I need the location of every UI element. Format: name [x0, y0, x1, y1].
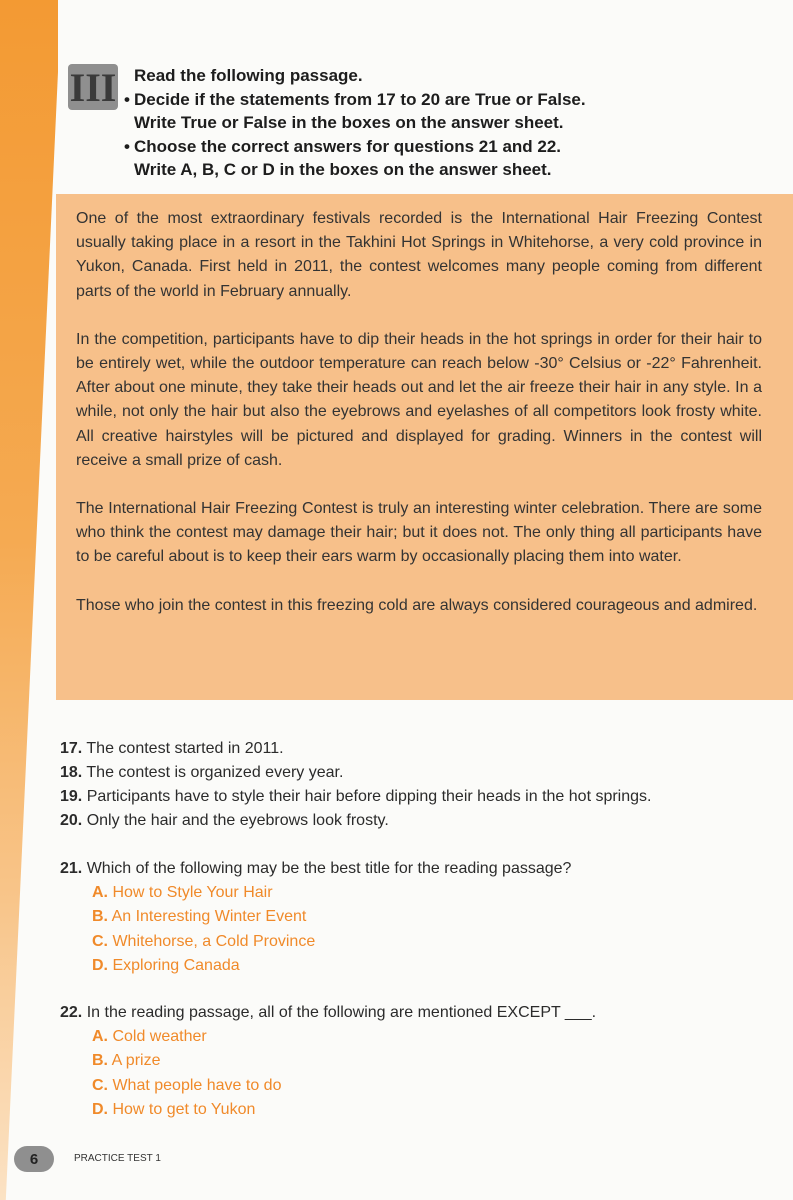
question-22 [60, 1001, 760, 1122]
answer-option: A. How to Style Your Hair [92, 884, 273, 901]
answer-option: B. A prize [92, 1052, 161, 1070]
statement-item: 19. Participants have to style their hair before dipping their heads in the hot springs. [60, 788, 652, 805]
passage-paragraph: The International Hair Freezing Contest is truly an interesting winter celebration. There are some who think the contest may damage their hair; but it does not. The only thing all participants have to be careful about is to keep their ears warm by occasionally placing them into water. [76, 500, 762, 566]
question-stem: 21. Which of the following may be the best title for the reading passage? [60, 860, 572, 877]
passage-paragraph: One of the most extraordinary festivals recorded is the International Hair Freezing Contest usually taking place in a resort in the Takhini Hot Springs in Whitehorse, a very cold province in Yukon, Canada. First held in 2011, the contest welcomes many people coming from different parts of the world in February annually. [76, 210, 762, 300]
answer-option: D. Exploring Canada [92, 956, 240, 974]
passage-paragraph: In the competition, participants have to dip their heads in the hot springs in order for their hair to be entirely wet, while the outdoor temperature can reach below -30° Celsius or -22° Fahrenheit. After about one minute, they take their heads out and let the air freeze their hair in any style. In a while, not only the hair but also the eyebrows and eyelashes of all competitors look frosty white. All creative hairstyles will be pictured and displayed for grading. Winners in the contest will receive a small prize of cash. [76, 330, 762, 469]
passage-paragraph: Those who join the contest in this freezing cold are always considered courageous and admired. [76, 596, 758, 614]
section-number-badge: III [69, 64, 117, 110]
instruction-line: • Choose the correct answers for questions 21 and 22. [124, 136, 562, 156]
true-false-statements [60, 737, 780, 833]
statement-item: 18. The contest is organized every year. [60, 764, 344, 781]
instruction-line: Write True or False in the boxes on the answer sheet. [134, 113, 564, 133]
answer-option: C. What people have to do [92, 1076, 282, 1094]
instruction-line: Read the following passage. [134, 66, 363, 85]
question-21 [60, 857, 760, 978]
answer-option: C. Whitehorse, a Cold Province [92, 932, 316, 950]
statement-item: 17. The contest started in 2011. [60, 740, 284, 757]
instructions [124, 64, 684, 182]
footer-label: PRACTICE TEST 1 [74, 1153, 161, 1164]
answer-option: B. An Interesting Winter Event [92, 908, 307, 926]
page-number-badge: 6 [14, 1146, 54, 1172]
answer-option: A. Cold weather [92, 1028, 207, 1045]
answer-option: D. How to get to Yukon [92, 1100, 256, 1118]
instruction-line: • Decide if the statements from 17 to 20 are True or False. [124, 89, 586, 109]
reading-passage [76, 207, 762, 642]
question-stem: 22. In the reading passage, all of the following are mentioned EXCEPT ___. [60, 1004, 597, 1021]
statement-item: 20. Only the hair and the eyebrows look frosty. [60, 812, 389, 829]
instruction-line: Write A, B, C or D in the boxes on the answer sheet. [134, 160, 552, 180]
orange-side-stripe [0, 0, 58, 1200]
